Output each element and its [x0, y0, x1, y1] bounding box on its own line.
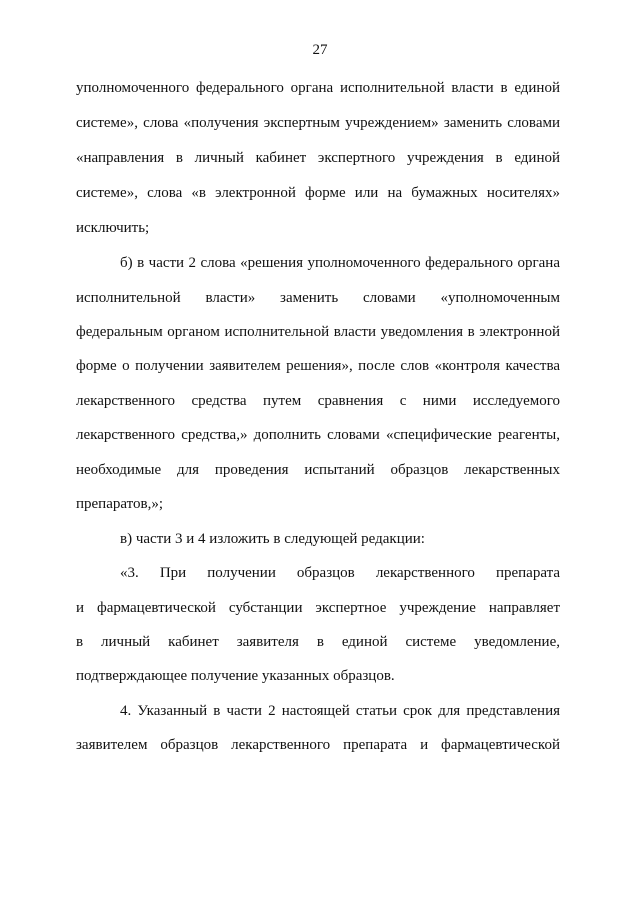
- text-line: заявителем образцов лекарственного препарата и фармацевтической: [76, 737, 560, 753]
- text-line: б) в части 2 слова «решения уполномоченного федерального органа: [120, 255, 560, 271]
- text-line: федеральным органом исполнительной власти уведомления в электронной: [76, 324, 560, 340]
- text-line: препаратов,»;: [76, 496, 163, 512]
- text-line: в) части 3 и 4 изложить в следующей редакции:: [120, 531, 425, 547]
- text-line: лекарственного средства,» дополнить словами «специфические реагенты,: [76, 427, 560, 443]
- text-line: в личный кабинет заявителя в единой системе уведомление,: [76, 634, 560, 650]
- text-line: исключить;: [76, 220, 150, 236]
- text-line: 4. Указанный в части 2 настоящей статьи срок для представления: [120, 703, 560, 719]
- text-line: необходимые для проведения испытаний образцов лекарственных: [76, 462, 560, 478]
- text-line: исполнительной власти» заменить словами «уполномоченным: [76, 290, 560, 306]
- text-line: и фармацевтической субстанции экспертное учреждение направляет: [76, 600, 560, 616]
- text-line: лекарственного средства путем сравнения с ними исследуемого: [76, 393, 560, 409]
- text-line: «направления в личный кабинет экспертного учреждения в единой: [76, 150, 560, 166]
- text-line: системе», слова «в электронной форме или на бумажных носителях»: [76, 185, 560, 201]
- page-number: 27: [312, 42, 328, 58]
- text-line: форме о получении заявителем решения», после слов «контроля качества: [76, 358, 560, 374]
- text-line: подтверждающее получение указанных образцов.: [76, 668, 395, 684]
- text-line: системе», слова «получения экспертным учреждением» заменить словами: [76, 115, 560, 131]
- text-line: «3. При получении образцов лекарственного препарата: [120, 565, 560, 581]
- text-line: уполномоченного федерального органа исполнительной власти в единой: [76, 80, 560, 96]
